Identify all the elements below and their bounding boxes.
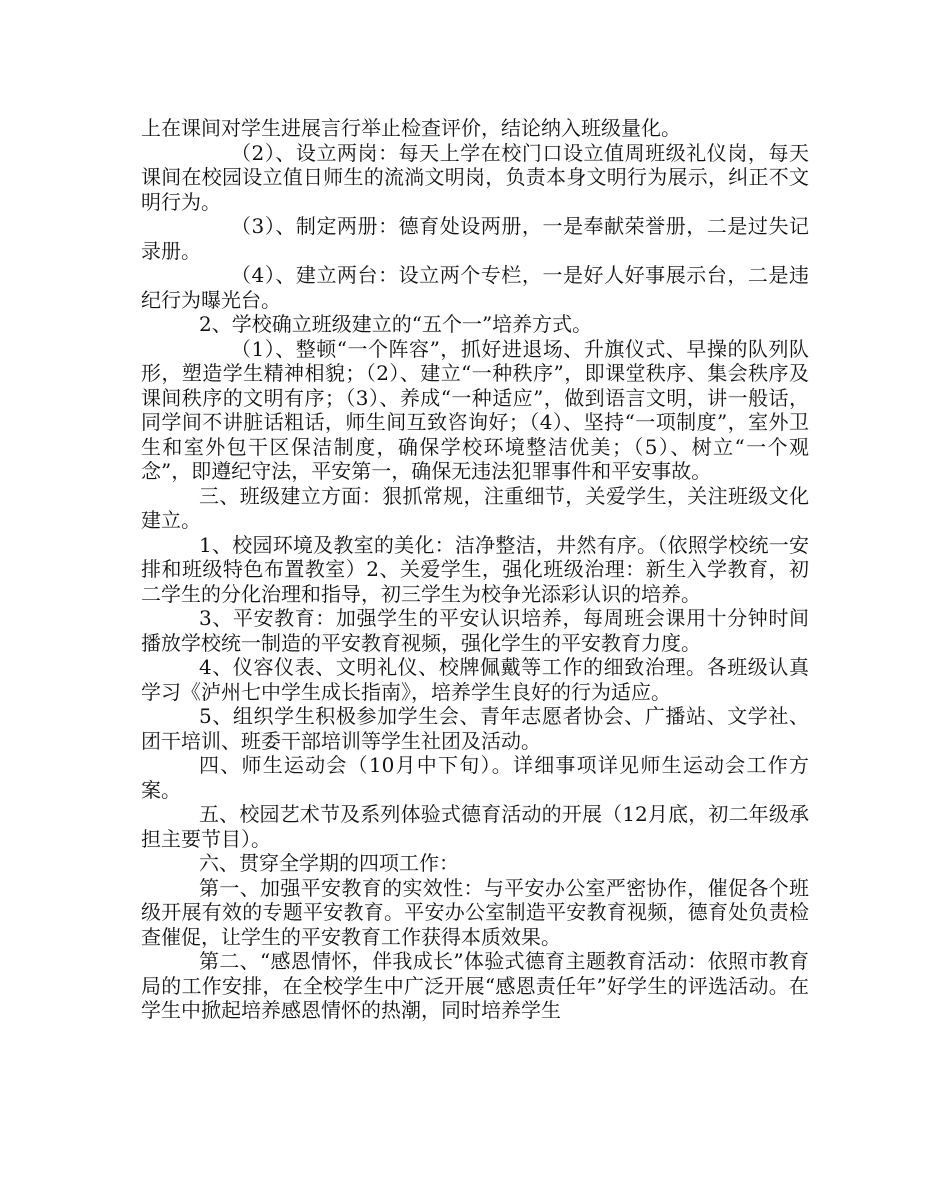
paragraph-campus-environment: 1、校园环境及教室的美化：洁净整洁，井然有序。（依照学校统一安排和班级特色布置教室）2、关爱学生，强化班级治理：新生入学教育，初二学生的分化治理和指导，初三学生为校争光添彩认识的培养。 [141,532,809,606]
paragraph-two-boards: （4）、建立两台：设立两个专栏，一是好人好事展示台，二是违纪行为曝光台。 [141,263,809,312]
section-heading-class-building: 三、班级建立方面：狠抓常规，注重细节，关爱学生，关注班级文化建立。 [141,483,809,532]
paragraph-two-registers: （3）、制定两册：德育处设两册，一是奉献荣誉册，二是过失记录册。 [141,214,809,263]
paragraph-task-two: 第二、“感恩情怀，伴我成长”体验式德育主题教育活动：依照市教育局的工作安排，在全校学生中广泛开展“感恩责任年”好学生的评选活动。在学生中掀起培养感恩情怀的热潮，同时培养学生 [141,949,809,1022]
paragraph-continuation: 上在课间对学生进展言行举止检查评价，结论纳入班级量化。 [141,116,681,140]
paragraph-two-posts: （2）、设立两岗：每天上学在校门口设立值周班级礼仪岗，每天课间在校园设立值日师生的流淌文明岗，负责本身文明行为展示，纠正不文明行为。 [141,140,809,214]
paragraph-safety-education: 3、平安教育：加强学生的平安认识培养，每周班会课用十分钟时间播放学校统一制造的平安教育视频，强化学生的平安教育力度。 [141,606,809,655]
paragraph-task-one: 第一、加强平安教育的实效性：与平安办公室严密协作，催促各个班级开展有效的专题平安教育。平安办公室制造平安教育视频，德育处负责检查催促，让学生的平安教育工作获得本质效果。 [141,875,809,949]
paragraph-five-ones-heading: 2、学校确立班级建立的“五个一”培养方式。 [199,312,593,336]
paragraph-appearance-etiquette: 4、仪容仪表、文明礼仪、校牌佩戴等工作的细致治理。各班级认真学习《泸州七中学生成长指南》，培养学生良好的行为适应。 [141,655,809,704]
section-heading-sports-meet: 四、师生运动会（10月中下旬）。详细事项详见师生运动会工作方案。 [141,753,809,802]
section-heading-four-tasks: 六、贯穿全学期的四项工作： [199,851,459,875]
section-heading-art-festival: 五、校园艺术节及系列体验式德育活动的开展（12月底，初二年级承担主要节目）。 [141,802,809,851]
paragraph-student-organizations: 5、组织学生积极参加学生会、青年志愿者协会、广播站、文学社、团干培训、班委干部培训等学生社团及活动。 [141,704,809,753]
paragraph-five-ones-detail: （1）、整顿“一个阵容”，抓好进退场、升旗仪式、早操的队列队形，塑造学生精神相貌；（2）、建立“一种秩序”，即课堂秩序、集会秩序及课间秩序的文明有序；（3）、养成“一种适应”，做到语言文明，讲一般话，同学间不讲脏话粗话，师生间互致咨询好；（4）、坚持“一项制度”，室外卫生和室外包干区保洁制度，确保学校环境整洁优美；（5）、树立“一个观念”，即遵纪守法，平安第一，确保无违法犯罪事件和平安事故。 [141,336,809,483]
document-body [141,116,809,1023]
